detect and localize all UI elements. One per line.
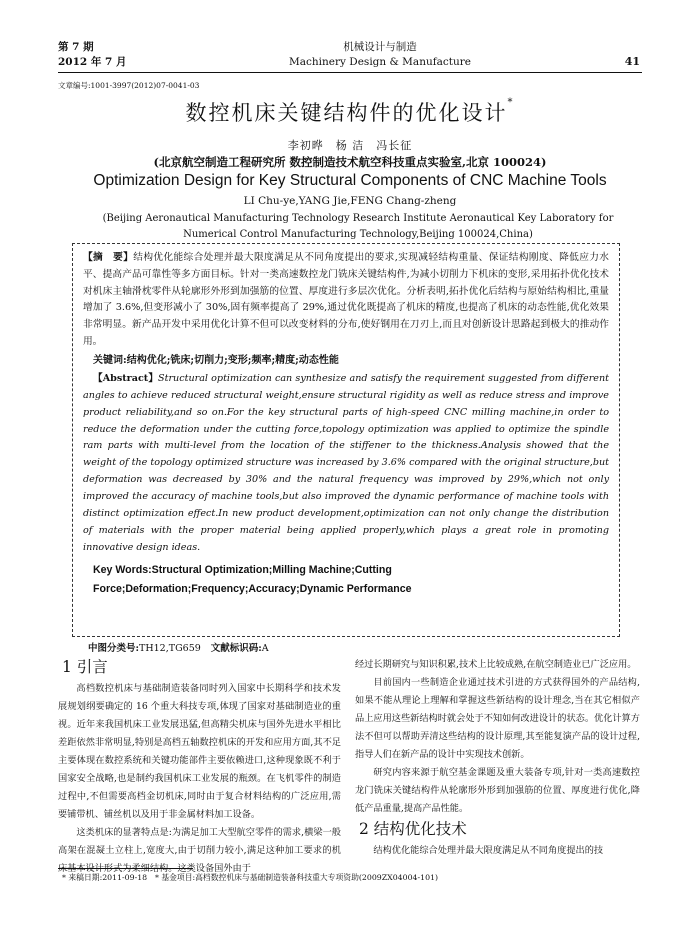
abstract-en <box>83 371 609 557</box>
doc-code-value: A <box>261 643 269 654</box>
keywords-cn-label: 关键词: <box>93 354 127 366</box>
body-left-column <box>58 656 341 878</box>
paragraph: 经过长期研究与知识积累,技术上比较成熟,在航空制造业已广泛应用。 <box>355 659 637 670</box>
issue-number: 第 7 期 <box>58 41 94 53</box>
authors-en: LI Chu-ye,YANG Jie,FENG Chang-zheng <box>243 195 457 207</box>
section-2-heading: 2 结构优化技术 <box>359 820 467 838</box>
keywords-en-label: Key Words: <box>93 563 152 576</box>
abstract-cn <box>83 250 609 351</box>
page-number: 41 <box>624 55 640 68</box>
doc-code-label: 文献标识码: <box>210 643 262 654</box>
authors-cn: 李初晔 杨 洁 冯长征 <box>287 139 413 152</box>
abstract-en-text: Structural optimization can synthesize and satisfy the requirement suggested from different angles to achieve reduced structural weight,ensure structural rigidity as well as reduce stress and improve product reliability,and so on.For the key structural parts of high-speed CNC milling machine,in order to reduce the deformation under the cutting force,topology optimization was applied to optimize the spindle ram parts with multi-level from the location of the stiffener to the thickness.Analysis showed that the weight of the topology optimized structure was increased by 3.6% compared with the original structure,but deformation was decreased by 30% and the natural frequency was improved by 29%,which not only improved the accuracy of machine tools,but also improved the dynamic performance of machine tools with distinct optimization effect.In new product development,optimization can not only change the distribution of materials with the proper material being applied properly,which plays a great role in promoting innovative design ideas. <box>83 372 609 553</box>
issue-date: 2012 年 7 月 <box>58 56 127 68</box>
footnote-divider <box>58 868 193 869</box>
keywords-cn <box>93 352 609 369</box>
keywords-en <box>93 561 609 599</box>
header-divider <box>58 72 642 73</box>
body-right-column <box>355 656 640 860</box>
title-cn <box>0 97 700 127</box>
title-footnote-mark: * <box>507 97 515 108</box>
section-1-heading: 1 引言 <box>62 658 108 676</box>
affiliation-cn: (北京航空制造工程研究所 数控制造技术航空科技重点实验室,北京 100024) <box>153 155 547 169</box>
clc-value: TH12,TG659 <box>139 643 201 654</box>
paragraph: 高档数控机床与基础制造装备同时列入国家中长期科学和技术发展规划纲要确定的 16 个重大科技专项,体现了国家对基础制造业的重视。近年来我国机床工业发展迅猛,但高精尖机床与国外先进水平相比差距依然非常明显,特别是高档五轴数控机床的开发和应用方面,其不足主要体现在数控系统和关键功能部件主要依赖进口,这种现象既不利于国家安全战略,也是制约我国机床工业发展的瓶颈。在飞机零件的制造过程中,不但需要高档金切机床,同时由于复合材料结构的广泛应用,需要铺带机、铺丝机以及用于非金属材料加工设备。 <box>58 683 341 820</box>
abstract-box <box>72 243 620 637</box>
paragraph: 研究内容来源于航空基金课题及重大装备专项,针对一类高速数控龙门铣床关键结构件从轮廓形外形到加强筋的位置、厚度进行优化,降低产品重量,提高产品性能。 <box>355 767 640 814</box>
abstract-cn-label: 【摘 要】 <box>83 252 134 263</box>
abstract-en-label: 【Abstract】 <box>93 372 159 384</box>
issue-info <box>58 40 127 70</box>
paragraph: 结构优化能综合处理并最大限度满足从不同角度提出的技 <box>373 845 604 856</box>
abstract-cn-text: 结构优化能综合处理并最大限度满足从不同角度提出的要求,实现减轻结构重量、保证结构刚度、降低应力水平、提高产品可靠性等多方面目标。针对一类高速数控龙门铣床关键结构件,为减小切削力下机床的变形,采用拓扑优化技术对机床主轴滑枕零件从轮廓形外形到加强筋的位置、厚度进行多层次优化。分析表明,拓扑优化后结构与原始结构相比,重量增加了 3.6%,但变形减小了 30%,固有频率提高了 29%,通过优化既提高了机床的精度,也提高了机床的动态性能,优化效果非常明显。新产品开发中采用优化计算不但可以改变材料的分布,使好钢用在刀刃上,而且对创新设计思路起到极大的推动作用。 <box>83 252 609 347</box>
affiliation-en: (Beijing Aeronautical Manufacturing Technology Research Institute Aeronautical Key Laboratory for Numerical Control Manufacturing Technology,Beijing 100024,China) <box>102 213 614 240</box>
journal-name-cn: 机械设计与制造 <box>343 41 417 53</box>
clc-label: 中图分类号: <box>88 643 140 654</box>
title-en: Optimization Design for Key Structural Components of CNC Machine Tools <box>93 172 607 189</box>
article-number: 文章编号:1001-3997(2012)07-0041-03 <box>58 81 200 90</box>
paragraph: 目前国内一些制造企业通过技术引进的方式获得国外的产品结构,如果不能从理论上理解和掌握这些新结构的设计理念,当在其它相似产品上应用这些新结构时就会处于不知如何改进设计的状态。优化计算方法不但可以帮助弄清这些结构的设计原理,其至能复演产品的设计过程,指导人们在新产品的设计中实现技术创新。 <box>355 677 640 760</box>
footnote: * 来稿日期:2011-09-18 * 基金项目:高档数控机床与基础制造装备科技重大专项资助(2009ZX04004-101) <box>62 873 439 882</box>
journal-name <box>230 40 530 70</box>
title-cn-text: 数控机床关键结构件的优化设计 <box>185 101 508 125</box>
keywords-cn-text: 结构优化;铣床;切削力;变形;频率;精度;动态性能 <box>126 354 339 366</box>
paragraph: 这类机床的显著特点是:为满足加工大型航空零件的需求,横梁一般高架在混凝土立柱上,宽度大,由于切削力较小,满足这种加工要求的机床基本设计形式为柔细结构。这类设备国外由于 <box>58 827 341 874</box>
keywords-en-text: Structural Optimization;Milling Machine;Cutting Force;Deformation;Frequency;Accuracy;Dynamic Performance <box>93 563 412 595</box>
journal-name-en: Machinery Design & Manufacture <box>289 56 471 68</box>
classification-line <box>88 640 269 654</box>
